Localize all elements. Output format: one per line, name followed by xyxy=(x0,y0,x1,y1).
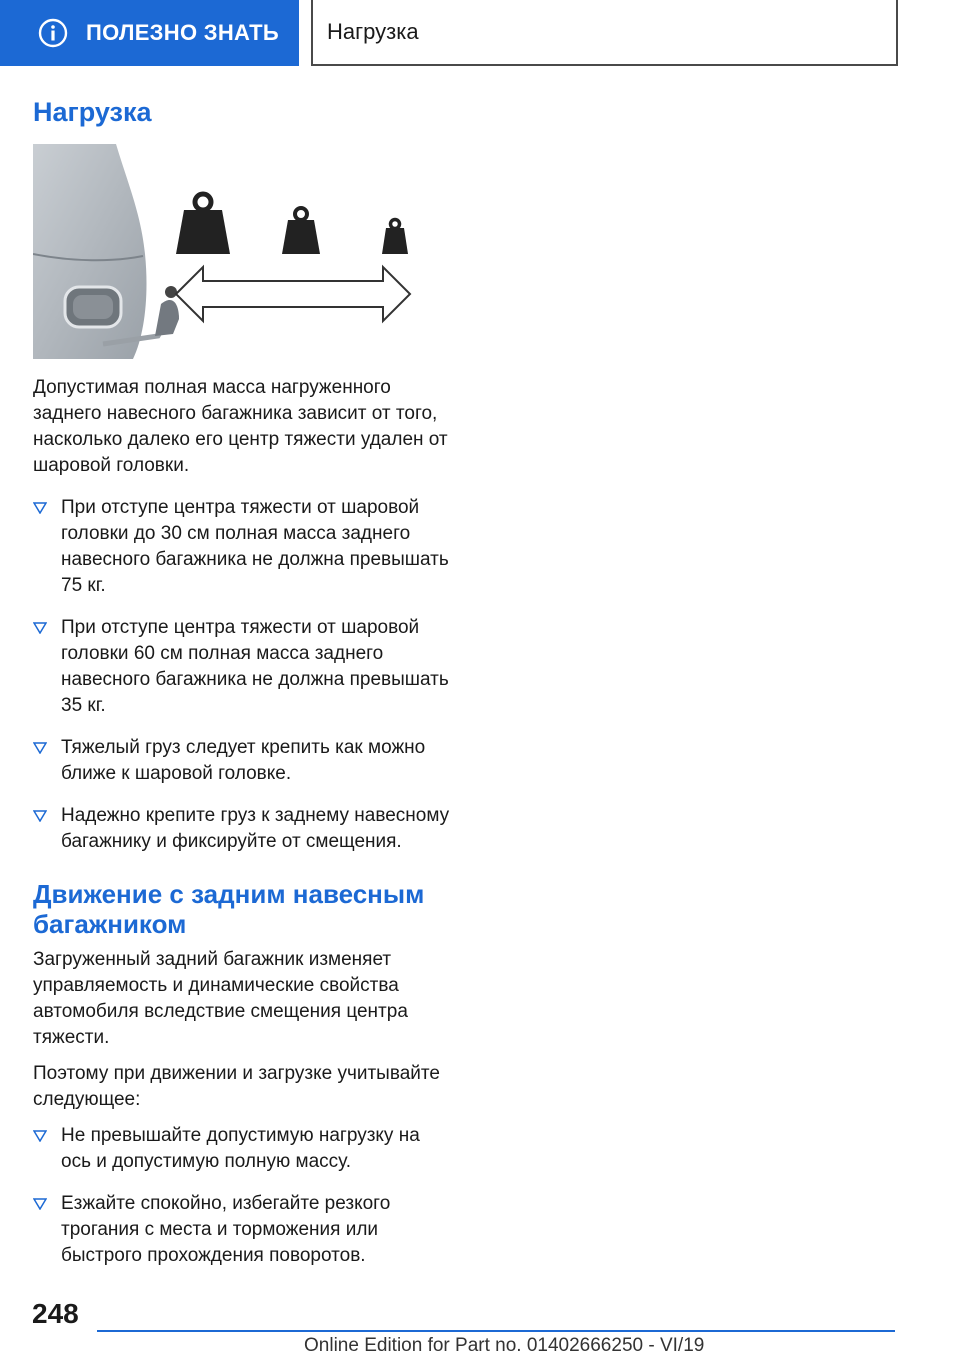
towbar-load-illustration xyxy=(33,144,418,359)
section-title: Нагрузка xyxy=(33,97,152,127)
list-item xyxy=(33,1191,451,1269)
driving-paragraph-1: Загруженный задний багажник изменяет управляемость и динамические свойства автомобиля вследствие смещения центра тяжести. xyxy=(33,949,408,1049)
tab-label: ПОЛЕЗНО ЗНАТЬ xyxy=(86,20,279,45)
list-item xyxy=(33,803,451,855)
intro-paragraph: Допустимая полная масса нагруженного заднего навесного багажника зависит от того, насколько далеко его центр тяжести удален от шаровой головки. xyxy=(33,377,448,477)
header-tab xyxy=(0,0,299,66)
list-item-text: При отступе центра тяжести от шаровой головки до 30 см полная масса заднего навесного багажника не должна превышать 75 кг. xyxy=(61,497,449,597)
list-item-text: Не превышайте допустимую нагрузку на ось и допустимую полную массу. xyxy=(61,1125,420,1173)
car-rear-image xyxy=(33,144,179,359)
main-content xyxy=(33,96,451,1285)
bullet-triangle-icon xyxy=(33,742,47,754)
bullet-triangle-icon xyxy=(33,1130,47,1142)
edition-note: Online Edition for Part no. 01402666250 - VI/19 xyxy=(304,1335,705,1356)
driving-paragraph-2: Поэтому при движении и загрузке учитывайте следующее: xyxy=(33,1063,440,1111)
bullet-triangle-icon xyxy=(33,810,47,822)
section-title-driving: Движение с задним навесным багажником xyxy=(33,879,425,940)
info-icon xyxy=(38,18,68,48)
list-item xyxy=(33,1123,451,1175)
list-item-text: Езжайте спокойно, избегайте резкого трогания с места и торможения или быстрого прохождения поворотов. xyxy=(61,1193,391,1267)
list-item-text: При отступе центра тяжести от шаровой головки 60 см полная масса заднего навесного багажника не должна превышать 35 кг. xyxy=(61,617,449,717)
bullet-triangle-icon xyxy=(33,502,47,514)
list-item xyxy=(33,735,451,787)
bullet-triangle-icon xyxy=(33,622,47,634)
bullet-triangle-icon xyxy=(33,1198,47,1210)
weight-medium-icon xyxy=(282,208,320,254)
distance-arrow-icon xyxy=(176,267,410,321)
header-box xyxy=(311,0,898,66)
driving-rules-list xyxy=(33,1123,451,1269)
load-rules-list xyxy=(33,495,451,855)
list-item-text: Тяжелый груз следует крепить как можно ближе к шаровой головке. xyxy=(61,737,426,785)
list-item-text: Надежно крепите груз к заднему навесному багажнику и фиксируйте от смещения. xyxy=(61,805,450,853)
weight-small-icon xyxy=(382,220,408,255)
list-item xyxy=(33,615,451,719)
weight-large-icon xyxy=(176,194,230,254)
footer-divider xyxy=(97,1330,895,1332)
header-title: Нагрузка xyxy=(327,19,419,44)
list-item xyxy=(33,495,451,599)
page-number: 248 xyxy=(32,1298,79,1329)
